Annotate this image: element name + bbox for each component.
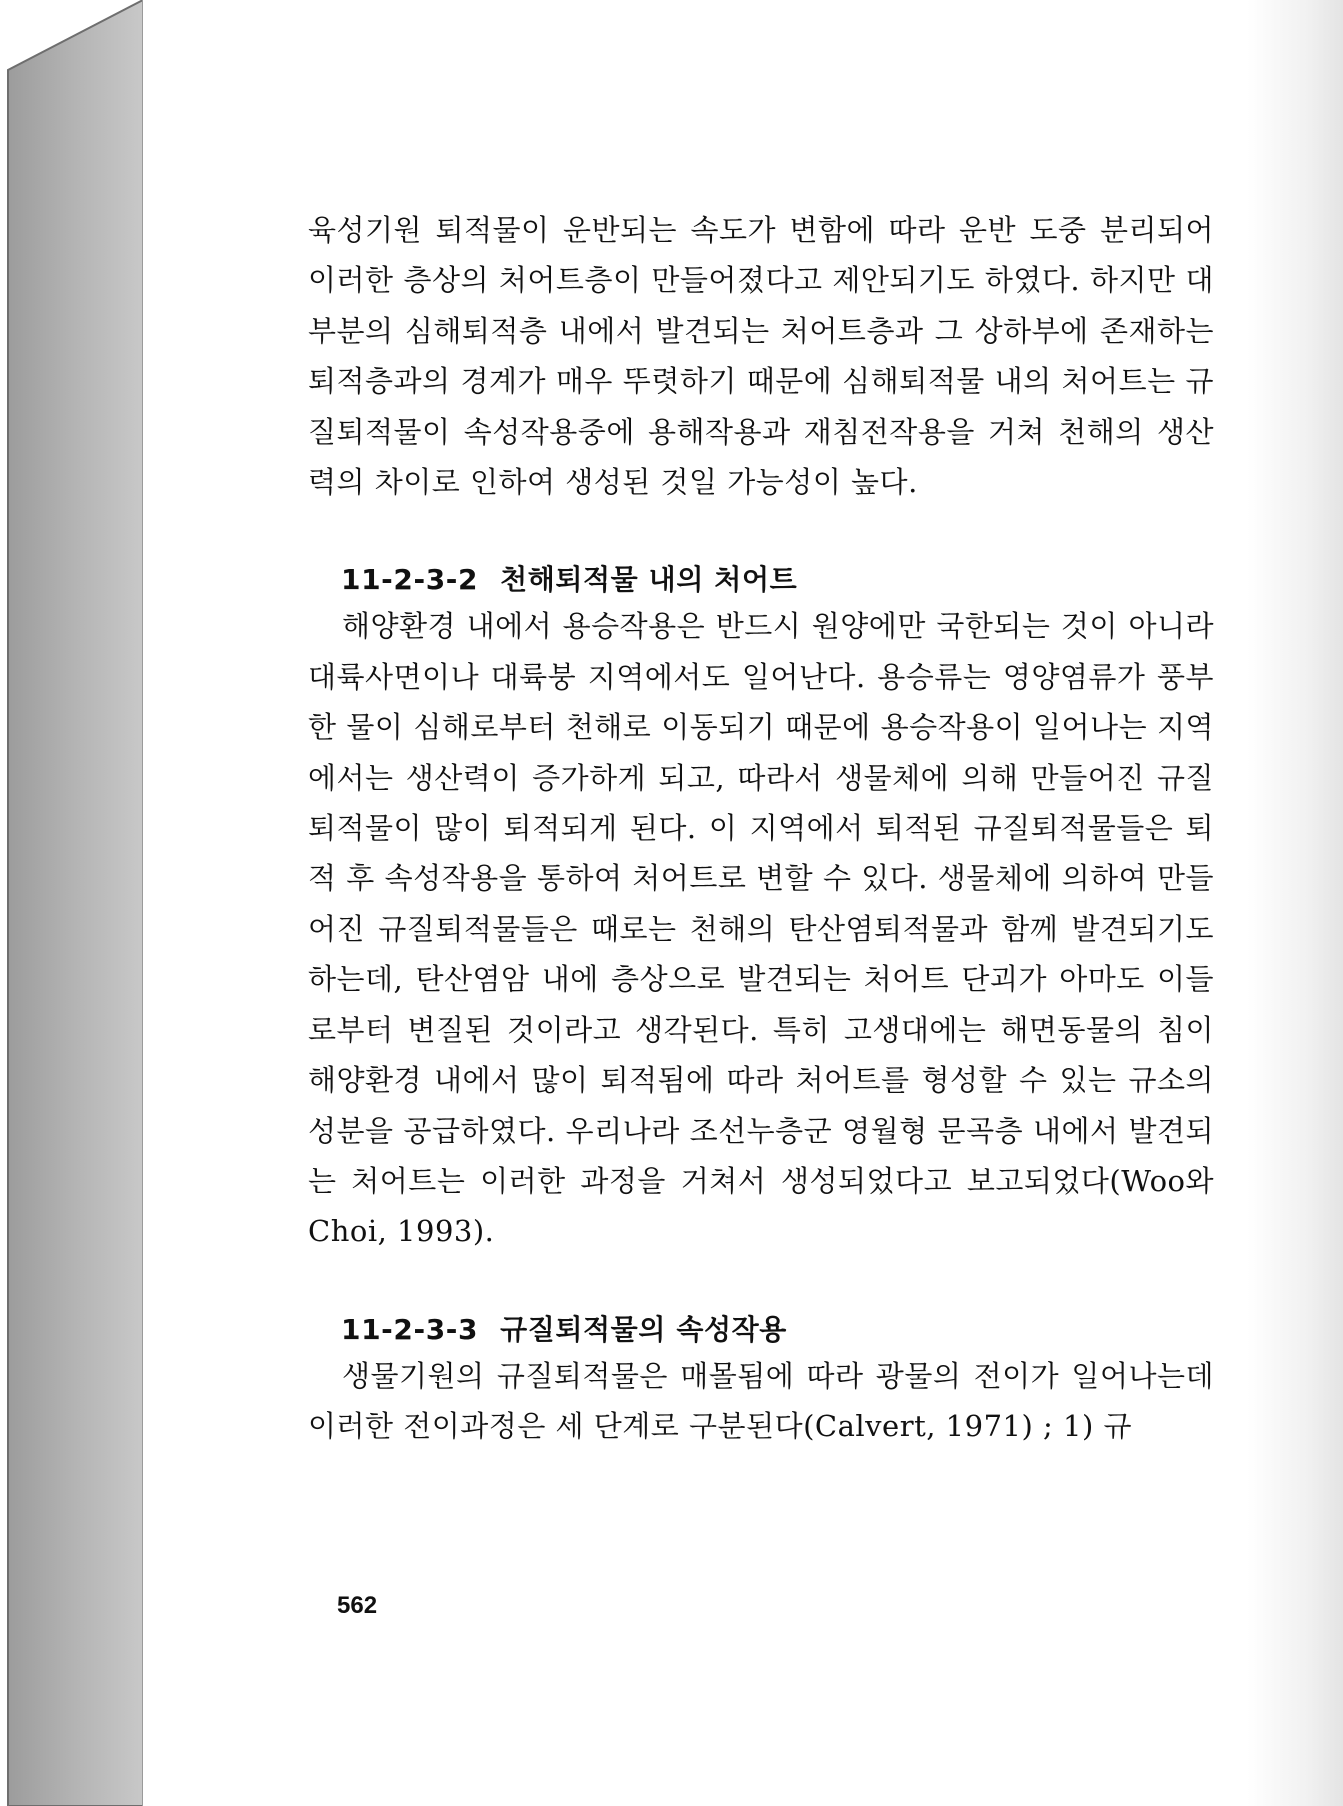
page <box>143 0 1343 1806</box>
section-number: 11-2-3-3 <box>341 1312 479 1346</box>
page-number: 562 <box>337 1592 378 1619</box>
section-title: 천해퇴적물 내의 처어트 <box>500 563 798 597</box>
paragraph-2: 해양환경 내에서 용승작용은 반드시 원양에만 국한되는 것이 아니라 대륙사면이나 대륙붕 지역에서도 일어난다. 용승류는 영양염류가 풍부한 물이 심해로부터 천해로 이동되기 때문에 용승작용이 일어나는 지역에서는 생산력이 증가하게 되고, 따라서 생물체에 의해 만들어진 규질퇴적물이 많이 퇴적되게 된다. 이 지역에서 퇴적된 규질퇴적물들은 퇴적 후 속성작용을 통하여 처어트로 변할 수 있다. 생물체에 의하여 만들어진 규질퇴적물들은 때로는 천해의 탄산염퇴적물과 함께 발견되기도 하는데, 탄산염암 내에 층상으로 발견되는 처어트 단괴가 아마도 이들로부터 변질된 것이라고 생각된다. 특히 고생대에는 해면동물의 침이 해양환경 내에서 많이 퇴적됨에 따라 처어트를 형성할 수 있는 규소의 성분을 공급하였다. 우리나라 조선누층군 영월형 문곡층 내에서 발견되는 처어트는 이러한 과정을 거쳐서 생성되었다고 보고되었다(Woo와 Choi, 1993). <box>308 609 1214 1249</box>
page-content <box>308 205 1214 1452</box>
section-number: 11-2-3-2 <box>341 563 479 597</box>
section-heading-11-2-3-3 <box>341 1309 1214 1351</box>
section-title: 규질퇴적물의 속성작용 <box>500 1312 787 1346</box>
section-heading-11-2-3-2 <box>341 559 1214 601</box>
book-spine <box>0 0 150 1806</box>
paragraph-3: 생물기원의 규질퇴적물은 매몰됨에 따라 광물의 전이가 일어나는데 이러한 전이과정은 세 단계로 구분된다(Calvert, 1971) ; 1) 규 <box>308 1358 1214 1444</box>
paragraph-1: 육성기원 퇴적물이 운반되는 속도가 변함에 따라 운반 도중 분리되어 이러한 층상의 처어트층이 만들어졌다고 제안되기도 하였다. 하지만 대부분의 심해퇴적층 내에서 발견되는 처어트층과 그 상하부에 존재하는 퇴적층과의 경계가 매우 뚜렷하기 때문에 심해퇴적물 내의 처어트는 규질퇴적물이 속성작용중에 용해작용과 재침전작용을 거쳐 천해의 생산력의 차이로 인하여 생성된 것일 가능성이 높다. <box>308 213 1214 500</box>
